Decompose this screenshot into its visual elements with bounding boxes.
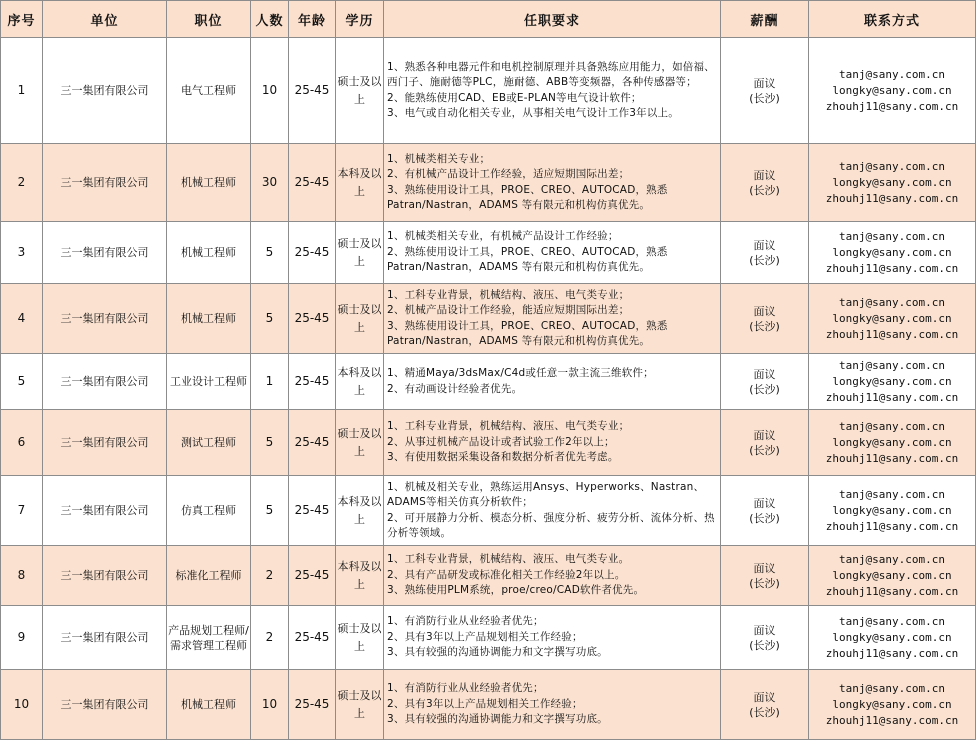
requirement-line: 1、有消防行业从业经验者优先； — [387, 682, 544, 695]
header-requirements: 任职要求 — [384, 1, 721, 38]
requirement-line: 2、具有产品研发或标准化相关工作经验2年以上。 — [387, 568, 626, 581]
requirements-cell — [384, 38, 721, 144]
contact-email: zhouhj11@sany.com.cn — [825, 646, 959, 660]
requirement-line: 2、机械产品设计工作经验，能适应短期国际出差； — [387, 304, 630, 316]
table-row — [1, 354, 976, 410]
salary-line: (长沙) — [749, 443, 780, 457]
header-row — [1, 1, 976, 38]
contact-cell — [809, 144, 976, 222]
count-cell: 5 — [251, 284, 289, 354]
age-cell: 25-45 — [289, 222, 336, 284]
contact-email: longky@sany.com.cn — [832, 175, 952, 189]
education-cell: 硕士及以上 — [336, 38, 384, 144]
contact-email: zhouhj11@sany.com.cn — [825, 451, 959, 465]
age-cell: 25-45 — [289, 284, 336, 354]
salary-cell — [721, 606, 809, 670]
company-cell: 三一集团有限公司 — [43, 284, 167, 354]
education-cell: 本科及以上 — [336, 144, 384, 222]
position-cell: 仿真工程师 — [167, 476, 251, 546]
company-cell: 三一集团有限公司 — [43, 546, 167, 606]
table-row — [1, 222, 976, 284]
age-cell: 25-45 — [289, 670, 336, 740]
requirements-cell — [384, 284, 721, 354]
age-cell: 25-45 — [289, 606, 336, 670]
requirement-line: 1、机械类相关专业，有机械产品设计工作经验； — [387, 230, 619, 243]
contact-email: tanj@sany.com.cn — [839, 358, 945, 372]
salary-line: 面议 — [753, 561, 776, 575]
contact-email: longky@sany.com.cn — [832, 568, 952, 582]
contact-email: zhouhj11@sany.com.cn — [825, 519, 959, 533]
contact-email: tanj@sany.com.cn — [839, 487, 945, 501]
education-cell: 硕士及以上 — [336, 222, 384, 284]
table-row — [1, 670, 976, 740]
count-cell: 30 — [251, 144, 289, 222]
requirement-line: 2、具有3年以上产品规划相关工作经验； — [387, 630, 583, 643]
education-cell: 本科及以上 — [336, 476, 384, 546]
requirements-cell — [384, 222, 721, 284]
company-cell: 三一集团有限公司 — [43, 144, 167, 222]
age-cell: 25-45 — [289, 38, 336, 144]
header-count: 人数 — [251, 1, 289, 38]
row-index: 4 — [1, 284, 43, 354]
row-index: 10 — [1, 670, 43, 740]
company-cell: 三一集团有限公司 — [43, 476, 167, 546]
contact-cell — [809, 354, 976, 410]
count-cell: 5 — [251, 476, 289, 546]
contact-email: zhouhj11@sany.com.cn — [825, 191, 959, 205]
contact-email: longky@sany.com.cn — [832, 697, 952, 711]
requirement-line: 3、具有较强的沟通协调能力和文字撰写功底。 — [387, 713, 608, 726]
position-cell: 电气工程师 — [167, 38, 251, 144]
table-row — [1, 410, 976, 476]
row-index: 5 — [1, 354, 43, 410]
requirements-cell — [384, 476, 721, 546]
contact-email: longky@sany.com.cn — [832, 245, 952, 259]
position-cell: 标准化工程师 — [167, 546, 251, 606]
salary-line: 面议 — [753, 238, 776, 252]
contact-email: tanj@sany.com.cn — [839, 295, 945, 309]
requirement-line: 2、有动画设计经验者优先。 — [387, 382, 523, 395]
position-cell: 机械工程师 — [167, 144, 251, 222]
contact-email: tanj@sany.com.cn — [839, 419, 945, 433]
salary-line: 面议 — [753, 496, 776, 510]
contact-email: longky@sany.com.cn — [832, 83, 952, 97]
contact-email: zhouhj11@sany.com.cn — [825, 713, 959, 727]
company-cell: 三一集团有限公司 — [43, 38, 167, 144]
salary-cell — [721, 670, 809, 740]
contact-cell — [809, 284, 976, 354]
contact-email: tanj@sany.com.cn — [839, 67, 945, 81]
salary-cell — [721, 476, 809, 546]
age-cell: 25-45 — [289, 476, 336, 546]
table-row — [1, 284, 976, 354]
salary-cell — [721, 222, 809, 284]
requirement-line: 2、从事过机械产品设计或者试验工作2年以上； — [387, 435, 615, 448]
requirement-line: 2、熟练使用设计工具，PROE、CREO、AUTOCAD，熟悉Patran/Nastran，ADAMS 等有限元和机构仿真优先。 — [387, 245, 668, 274]
position-cell: 机械工程师 — [167, 284, 251, 354]
company-cell: 三一集团有限公司 — [43, 606, 167, 670]
salary-line: 面议 — [753, 428, 776, 442]
contact-email: longky@sany.com.cn — [832, 435, 952, 449]
contact-cell — [809, 606, 976, 670]
company-cell: 三一集团有限公司 — [43, 670, 167, 740]
contact-email: longky@sany.com.cn — [832, 503, 952, 517]
requirement-line: 3、熟练使用设计工具，PROE、CREO、AUTOCAD，熟悉Patran/Nastran，ADAMS 等有限元和机构仿真优先。 — [387, 183, 668, 211]
header-education: 学历 — [336, 1, 384, 38]
row-index: 2 — [1, 144, 43, 222]
position-cell: 产品规划工程师/需求管理工程师 — [167, 606, 251, 670]
age-cell: 25-45 — [289, 354, 336, 410]
count-cell: 2 — [251, 606, 289, 670]
contact-email: zhouhj11@sany.com.cn — [825, 99, 959, 113]
header-company: 单位 — [43, 1, 167, 38]
table-row — [1, 38, 976, 144]
contact-email: tanj@sany.com.cn — [839, 681, 945, 695]
requirement-line: 2、能熟练使用CAD、EB或E-PLAN等电气设计软件； — [387, 91, 642, 104]
requirement-line: 2、具有3年以上产品规划相关工作经验； — [387, 697, 583, 710]
row-index: 6 — [1, 410, 43, 476]
requirement-line: 3、具有较强的沟通协调能力和文字撰写功底。 — [387, 646, 608, 659]
row-index: 7 — [1, 476, 43, 546]
requirements-cell — [384, 354, 721, 410]
table-row — [1, 144, 976, 222]
salary-line: (长沙) — [749, 576, 780, 590]
salary-line: 面议 — [753, 304, 776, 318]
position-cell: 测试工程师 — [167, 410, 251, 476]
count-cell: 10 — [251, 670, 289, 740]
header-position: 职位 — [167, 1, 251, 38]
requirement-line: 3、熟练使用PLM系统，proe/creo/CAD软件者优先。 — [387, 584, 645, 597]
requirement-line: 1、工科专业背景，机械结构、液压、电气类专业。 — [387, 553, 630, 566]
contact-email: tanj@sany.com.cn — [839, 614, 945, 628]
position-cell: 机械工程师 — [167, 222, 251, 284]
education-cell: 硕士及以上 — [336, 284, 384, 354]
contact-email: longky@sany.com.cn — [832, 311, 952, 325]
contact-cell — [809, 670, 976, 740]
table-row — [1, 476, 976, 546]
requirements-cell — [384, 144, 721, 222]
requirement-line: 1、有消防行业从业经验者优先； — [387, 615, 544, 628]
contact-cell — [809, 476, 976, 546]
header-age: 年龄 — [289, 1, 336, 38]
count-cell: 1 — [251, 354, 289, 410]
requirement-line: 3、熟练使用设计工具，PROE、CREO、AUTOCAD，熟悉Patran/Nastran，ADAMS 等有限元和机构仿真优先。 — [387, 319, 668, 347]
requirement-line: 3、有使用数据采集设备和数据分析者优先考虑。 — [387, 451, 619, 464]
company-cell: 三一集团有限公司 — [43, 410, 167, 476]
requirement-line: 2、可开展静力分析、模态分析、强度分析、疲劳分析、流体分析、热分析等领域。 — [387, 511, 715, 539]
salary-line: (长沙) — [749, 511, 780, 525]
requirement-line: 1、熟悉各种电器元件和电机控制原理并具备熟练应用能力，如倍福、西门子、施耐德等PLC，施耐德、ABB等变频器，各种传感器等； — [387, 60, 715, 88]
requirements-cell — [384, 410, 721, 476]
requirement-line: 1、机械及相关专业，熟练运用Ansys、Hyperworks、Nastran、ADAMS等相关仿真分析软件； — [387, 480, 705, 508]
contact-email: zhouhj11@sany.com.cn — [825, 390, 959, 404]
salary-line: 面议 — [753, 367, 776, 381]
requirement-line: 1、机械类相关专业； — [387, 152, 491, 165]
education-cell: 硕士及以上 — [336, 670, 384, 740]
education-cell: 硕士及以上 — [336, 410, 384, 476]
contact-email: tanj@sany.com.cn — [839, 159, 945, 173]
count-cell: 10 — [251, 38, 289, 144]
salary-line: 面议 — [753, 690, 776, 704]
company-cell: 三一集团有限公司 — [43, 222, 167, 284]
row-index: 1 — [1, 38, 43, 144]
contact-email: tanj@sany.com.cn — [839, 552, 945, 566]
contact-email: longky@sany.com.cn — [832, 374, 952, 388]
salary-cell — [721, 144, 809, 222]
salary-line: (长沙) — [749, 319, 780, 333]
contact-cell — [809, 546, 976, 606]
salary-line: (长沙) — [749, 638, 780, 652]
salary-cell — [721, 546, 809, 606]
requirement-line: 1、工科专业背景，机械结构、液压、电气类专业； — [387, 420, 630, 433]
count-cell: 5 — [251, 222, 289, 284]
requirement-line: 3、电气或自动化相关专业，从事相关电气设计工作3年以上。 — [387, 107, 679, 119]
count-cell: 5 — [251, 410, 289, 476]
salary-cell — [721, 410, 809, 476]
position-cell: 机械工程师 — [167, 670, 251, 740]
header-contact: 联系方式 — [809, 1, 976, 38]
salary-cell — [721, 38, 809, 144]
table-row — [1, 546, 976, 606]
salary-line: 面议 — [753, 623, 776, 637]
requirements-cell — [384, 546, 721, 606]
company-cell: 三一集团有限公司 — [43, 354, 167, 410]
salary-line: (长沙) — [749, 91, 780, 105]
table-row — [1, 606, 976, 670]
salary-line: (长沙) — [749, 183, 780, 197]
count-cell: 2 — [251, 546, 289, 606]
header-salary: 薪酬 — [721, 1, 809, 38]
contact-email: zhouhj11@sany.com.cn — [825, 584, 959, 598]
education-cell: 本科及以上 — [336, 546, 384, 606]
education-cell: 硕士及以上 — [336, 606, 384, 670]
row-index: 3 — [1, 222, 43, 284]
requirement-line: 1、工科专业背景，机械结构、液压、电气类专业； — [387, 288, 630, 301]
contact-cell — [809, 38, 976, 144]
salary-line: (长沙) — [749, 253, 780, 267]
contact-cell — [809, 222, 976, 284]
row-index: 9 — [1, 606, 43, 670]
contact-email: zhouhj11@sany.com.cn — [825, 327, 959, 341]
contact-email: tanj@sany.com.cn — [839, 229, 945, 243]
row-index: 8 — [1, 546, 43, 606]
position-cell: 工业设计工程师 — [167, 354, 251, 410]
salary-cell — [721, 284, 809, 354]
requirements-cell — [384, 606, 721, 670]
salary-line: 面议 — [753, 168, 776, 182]
salary-line: (长沙) — [749, 705, 780, 719]
age-cell: 25-45 — [289, 546, 336, 606]
contact-email: zhouhj11@sany.com.cn — [825, 261, 959, 275]
salary-cell — [721, 354, 809, 410]
contact-email: longky@sany.com.cn — [832, 630, 952, 644]
education-cell: 本科及以上 — [336, 354, 384, 410]
requirement-line: 1、精通Maya/3dsMax/C4d或任意一款主流三维软件； — [387, 367, 654, 379]
salary-line: (长沙) — [749, 382, 780, 396]
age-cell: 25-45 — [289, 410, 336, 476]
requirements-cell — [384, 670, 721, 740]
requirement-line: 2、有机械产品设计工作经验，适应短期国际出差； — [387, 168, 630, 180]
contact-cell — [809, 410, 976, 476]
salary-line: 面议 — [753, 76, 776, 90]
header-index: 序号 — [1, 1, 43, 38]
age-cell: 25-45 — [289, 144, 336, 222]
